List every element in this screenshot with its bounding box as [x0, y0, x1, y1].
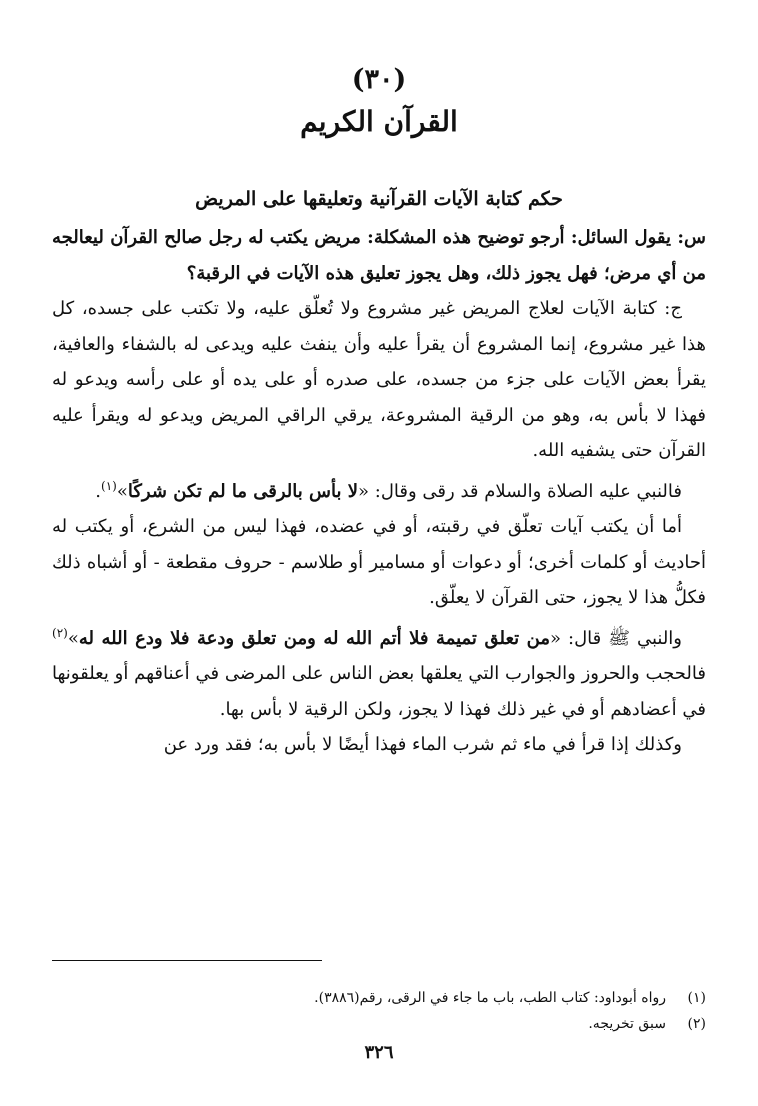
answer-paragraph-1: ج: كتابة الآيات لعلاج المريض غير مشروع ولا تُعلّق عليه، ولا تكتب على جسده، كل هذا غير مشروع، إنما المشروع أن يقرأ عليه وأن ينفث عليه ويدعى له بالشفاء والعافية، يقرأ بعض الآيات على جزء من جسده، على صدره أو على يده أو على رأسه ويدعو له فهذا لا بأس به، وهو من الرقية المشروعة، يرقي الراقي المريض ويدعو له ويقرأ عليه القرآن حتى يشفيه الله.	[52, 298, 706, 461]
question-paragraph: س: يقول السائل: أرجو توضيح هذه المشكلة: مريض يكتب له رجل صالح القرآن ليعالجه من أي مرض؛ فهل يجوز ذلك، وهل يجوز تعليق هذه الآيات في الرقبة؟	[52, 227, 706, 284]
hadith-quote: من تعلق تميمة فلا أتم الله له ومن تعلق ودعة فلا ودع الله له	[78, 627, 551, 649]
answer-paragraph-4	[52, 616, 706, 728]
chapter-number: (٣٠)	[351, 64, 407, 95]
answer-paragraph-5: وكذلك إذا قرأ في ماء ثم شرب الماء فهذا أيضًا لا بأس به؛ فقد ورد عن	[163, 734, 682, 755]
page-body	[52, 60, 706, 763]
chapter-title: القرآن الكريم	[300, 105, 458, 138]
page-number: ٣٢٦	[364, 1042, 394, 1063]
hadith-quote: لا بأس بالرقى ما لم تكن شركًا	[127, 480, 359, 502]
footnote-ref-1: (١)	[101, 478, 117, 493]
footnote-item	[52, 1011, 706, 1037]
answer-paragraph-3: أما أن يكتب آيات تعلّق في رقبته، أو في عضده، فهذا ليس من الشرع، أو يكتب له أحاديث أو كلمات أخرى؛ أو دعوات أو مسامير أو طلاسم - حروف مقطعة - أو أشباه ذلك فكلُّ هذا لا يجوز، حتى القرآن لا يعلّق.	[52, 516, 706, 608]
footnote-text: سبق تخريجه.	[588, 1016, 666, 1032]
footnote-item	[52, 985, 706, 1011]
quote-close: »	[116, 480, 128, 502]
footnote-text: رواه أبوداود: كتاب الطب، باب ما جاء في الرقى، رقم(٣٨٨٦).	[314, 990, 666, 1006]
footnote-ref-2: (٢)	[52, 625, 68, 640]
paragraph-rest: فالحجب والحروز والجوارب التي يعلقها بعض الناس على المرضى في أعناقهم أو يعلقونها في أعضادهم أو في غير ذلك فهذا لا يجوز، ولكن الرقية لا بأس بها.	[52, 663, 706, 720]
answer-paragraph-2	[52, 469, 706, 510]
paragraph-lead: فالنبي عليه الصلاة والسلام قد رقى وقال: «	[358, 480, 682, 502]
quote-close: »	[67, 627, 79, 649]
footnote-divider	[52, 960, 322, 961]
footnotes	[52, 985, 706, 1037]
paragraph-lead: والنبي ﷺ قال: «	[550, 627, 682, 649]
footnote-number: (٢)	[687, 1016, 706, 1032]
paragraph-end: .	[95, 480, 102, 502]
section-title: حكم كتابة الآيات القرآنية وتعليقها على المريض	[195, 188, 563, 210]
footnote-number: (١)	[687, 990, 706, 1006]
